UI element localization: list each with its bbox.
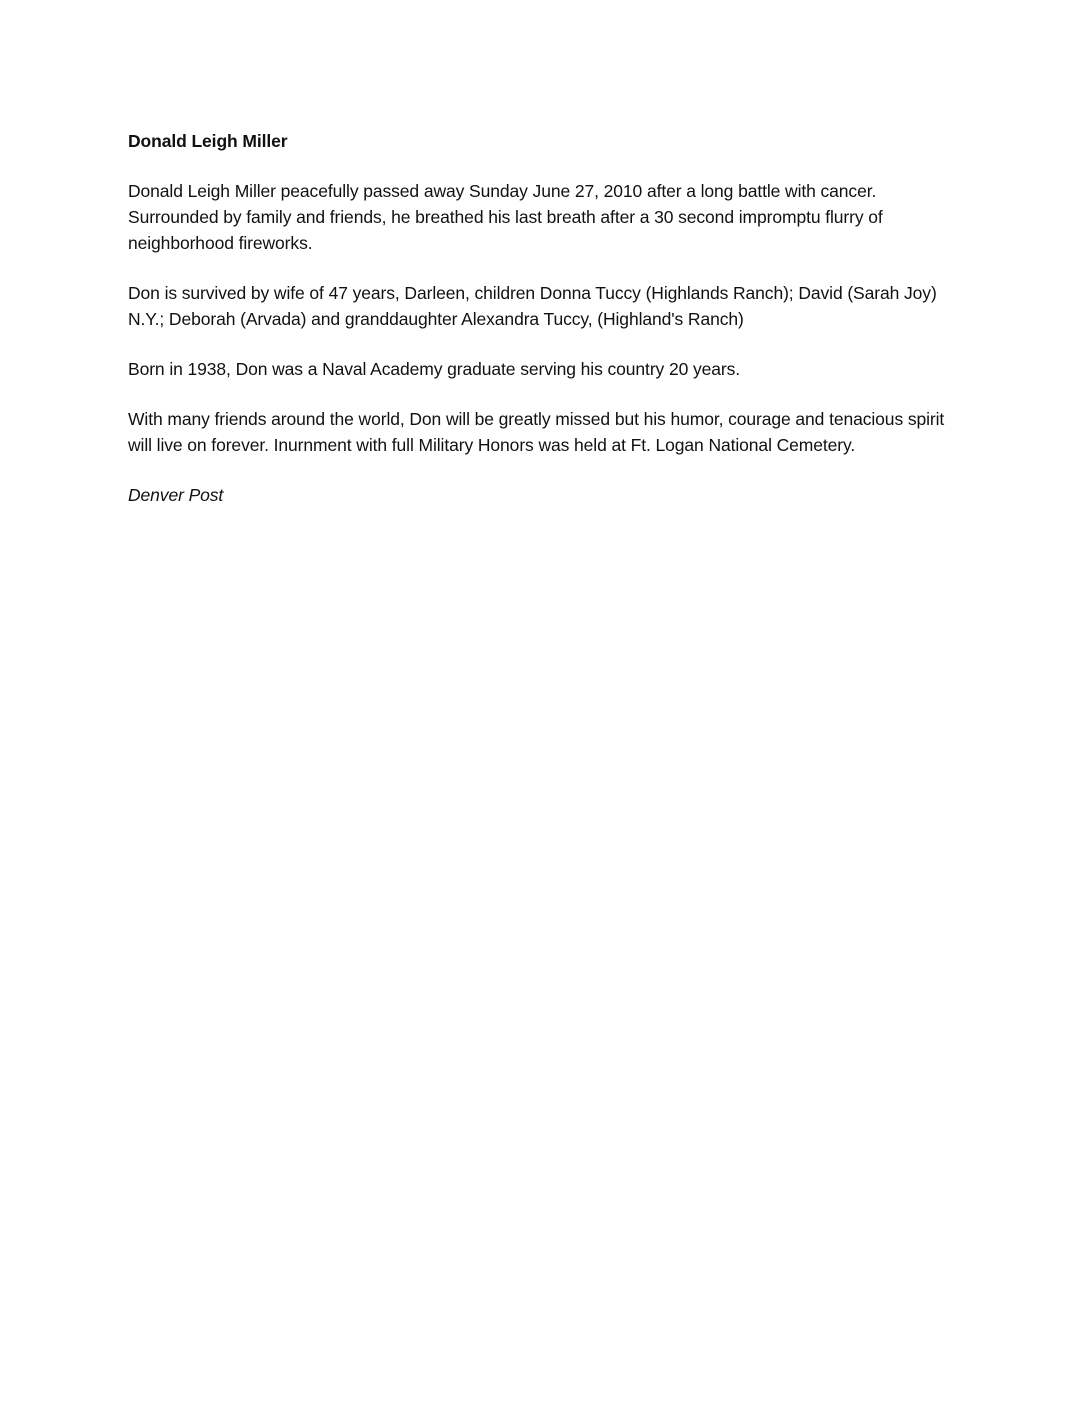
- paragraph-passing: Donald Leigh Miller peacefully passed away Sunday June 27, 2010 after a long battle with cancer. Surrounded by family and friends, he breathed his last breath after a 30 second impromptu flurry of neighborhood fireworks.: [128, 181, 883, 253]
- obituary-content: [128, 128, 958, 508]
- paragraph-biography: Born in 1938, Don was a Naval Academy graduate serving his country 20 years.: [128, 359, 741, 379]
- paragraph-inurnment: With many friends around the world, Don will be greatly missed but his humor, courage and tenacious spirit will live on forever. Inurnment with full Military Honors was held at Ft. Logan National Cemetery.: [128, 409, 945, 455]
- obituary-title: Donald Leigh Miller: [128, 131, 288, 151]
- source-attribution: Denver Post: [128, 485, 224, 505]
- paragraph-survivors: Don is survived by wife of 47 years, Darleen, children Donna Tuccy (Highlands Ranch); David (Sarah Joy) N.Y.; Deborah (Arvada) and granddaughter Alexandra Tuccy, (Highland's Ranch): [128, 283, 937, 329]
